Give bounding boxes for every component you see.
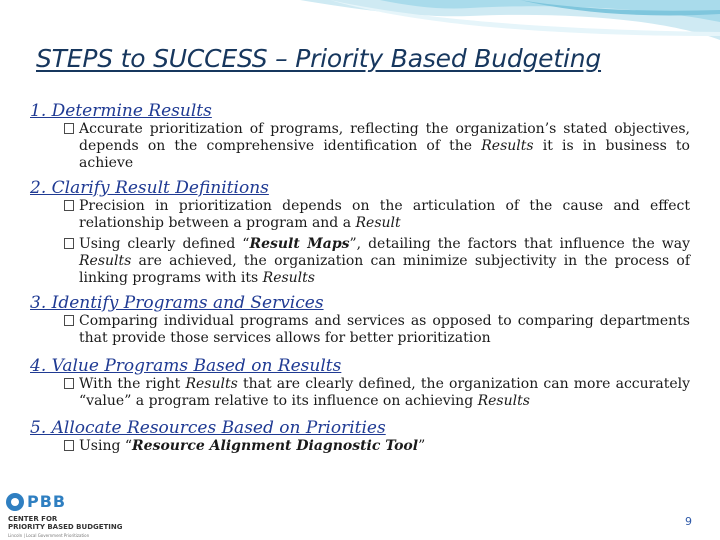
- slide-title: STEPS to SUCCESS – Priority Based Budgeting: [36, 44, 602, 73]
- step-heading-5: 5. Allocate Resources Based on Priorities: [30, 418, 386, 438]
- step-2-bullet-1: [30, 198, 690, 232]
- step-3-bullet-1: [30, 313, 690, 347]
- bullet-text-segment: With the right: [79, 376, 186, 392]
- bullet-text-segment: Accurate prioritization of programs, reflecting the organization’s stated objectives, depends on the comprehensive identification of the: [79, 121, 690, 154]
- bullet-text-segment: Results: [481, 138, 534, 154]
- step-1-bullet-1: [30, 121, 690, 172]
- bullet-text-segment: it is in business to achieve: [79, 138, 690, 171]
- pbb-logo-icon: [6, 493, 24, 511]
- step-heading-1: 1. Determine Results: [30, 101, 212, 121]
- logo-line-1: CENTER FOR: [8, 515, 58, 523]
- step-heading-4: 4. Value Programs Based on Results: [30, 356, 342, 376]
- bullet-text-segment: Results: [185, 376, 238, 392]
- bullet-text-segment: Using clearly defined “: [79, 236, 250, 252]
- square-bullet-icon: [64, 200, 74, 211]
- pbb-logo: [4, 490, 144, 540]
- square-bullet-icon: [64, 123, 74, 134]
- bullet-text-segment: Comparing individual programs and services as opposed to comparing departments that provide those services allows for better prioritization: [79, 313, 690, 346]
- square-bullet-icon: [64, 440, 74, 451]
- step-heading-3: 3. Identify Programs and Services: [30, 293, 324, 313]
- bullet-text-segment: Results: [262, 270, 315, 286]
- bullet-text-segment: Precision in prioritization depends on the articulation of the cause and effect relationship between a program and a: [79, 198, 690, 231]
- bullet-text-segment: that are clearly defined, the organization can more accurately “value” a program relative to its influence on achieving: [79, 376, 690, 409]
- bullet-text-segment: ”, detailing the factors that influence the way: [349, 236, 690, 252]
- bullet-text-segment: Results: [79, 253, 132, 269]
- bullet-text-segment: Using “: [79, 438, 133, 454]
- step-4-bullet-1: [30, 376, 690, 410]
- bullet-text-segment: Resource Alignment Diagnostic Tool: [132, 438, 419, 454]
- step-2-bullet-2: [30, 236, 690, 287]
- steps-list: [30, 101, 690, 455]
- square-bullet-icon: [64, 238, 74, 249]
- square-bullet-icon: [64, 378, 74, 389]
- step-5-bullet-1: [30, 438, 690, 455]
- logo-tagline: Lincoln | Local Government Prioritization: [8, 533, 90, 538]
- step-heading-2: 2. Clarify Result Definitions: [30, 178, 269, 198]
- bullet-text-segment: Result: [355, 215, 401, 231]
- logo-line-2: PRIORITY BASED BUDGETING: [8, 523, 123, 531]
- bullet-text-segment: Result Maps: [249, 236, 350, 252]
- page-number: 9: [685, 515, 692, 528]
- logo-abbreviation: PBB: [27, 492, 67, 511]
- bullet-text-segment: ”: [418, 438, 426, 454]
- square-bullet-icon: [64, 315, 74, 326]
- bullet-text-segment: Results: [477, 393, 530, 409]
- bullet-text-segment: are achieved, the organization can minimize subjectivity in the process of linking programs with its: [79, 253, 690, 286]
